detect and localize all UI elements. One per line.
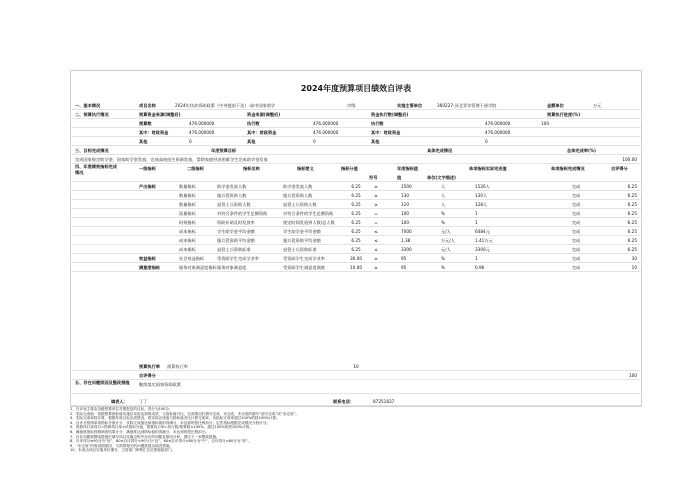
budget-row-value: 0 [313,139,316,144]
phone-label: 联系电话： [333,399,354,404]
indicator-symbol: ≤ [374,238,378,243]
indicator-header: 二级指标 [187,166,204,171]
indicator-name: 退役士兵资助标准 [217,247,251,252]
indicator-requirement: 规定时间发放到人数/总人数 [283,220,335,225]
unit-value: 360227-河北青年管理干部学院 [437,103,497,108]
indicator-name: 受资助学生完成学业率 [217,256,259,261]
indicator-symbol: = [374,220,378,225]
indicator-actual: 1526人 [475,184,490,189]
indicator-got-score: 10 [631,265,637,270]
indicator-level2: 成本指标 [179,238,196,243]
indicator-row [71,182,641,191]
indicator-unit: % [441,256,445,261]
level-value: 市级 [347,103,356,108]
indicator-header-row [71,164,641,182]
sec5-label: 五、存在问题原因及整改措施 [75,380,130,385]
indicator-actual: 1 [475,256,478,261]
indicator-level2: 成本指标 [179,247,196,252]
unit-label: 实施主管单位 [397,103,423,108]
indicator-status: 完成 [571,265,581,270]
indicator-status: 完成 [571,229,581,234]
indicator-target-value: 95 [401,265,407,270]
budget-row-value: 476.000000 [189,121,215,126]
filler-label: 填表人： [111,399,128,404]
note-line: 10、本表由项目实施单位填写，主管部门审核汇总后报财政部门。 [70,448,176,453]
indicator-actual: 1 [475,220,478,225]
indicator-level2: 成本指标 [179,229,196,234]
indicator-level2: 时效指标 [179,220,196,225]
annual-target-header: 年度预算目标 [211,148,237,153]
indicator-requirement: 对符合条件的学生足额资助 [283,211,334,216]
indicator-score: 10.00 [350,265,362,270]
project-name-value: 2024年扶贫资助政策（中央提前下达）-高中国家助学 [175,103,276,108]
indicator-row [71,227,641,236]
budget-exec-name: 预算执行率 [167,364,188,369]
indicator-score: 6.25 [351,202,361,207]
indicator-level2: 数量指标 [179,193,196,198]
indicator-score: 6.25 [351,193,361,198]
indicator-requirement: 受资助学生满意度调查 [283,265,325,270]
indicator-score: 6.25 [351,184,361,189]
project-name-label: 项目名称 [139,103,156,108]
budget-exec-label: 预算执行率 [139,364,160,369]
indicator-name: 退役士兵资助人数 [217,202,251,207]
completion-rate-header: 总体完成率(%) [567,148,596,153]
budget-header-row [71,110,641,119]
fund-exec-header: 资金执行数(调整后) [371,112,409,117]
budget-row-value: 0 [485,139,488,144]
indicator-name: 资助补助及时发放率 [217,220,255,225]
budget-row-value: 476.000000 [485,130,511,135]
completion-header: 具体完成情况 [427,148,453,153]
indicator-level2: 服务对象满意度指标 [179,265,217,270]
self-score-row [71,371,641,380]
target-text: 完成国家规定助学金、国家助学金发放，完成高校招生资助发放，帮助家庭经济困难学生完成助学金发放 [75,157,268,162]
indicator-status: 完成 [571,238,581,243]
indicator-level1: 产出指标 [139,184,156,189]
amount-unit-label: 金额单位 [547,103,564,108]
indicator-level1: 满意度指标 [139,265,160,270]
note-line: 2、实际完成值：依据预算指标值实施后实际达到的成效，与指标值对比，完成情况栏填写完成、未完成，未完成的填写“部分完成”或“未完成”。 [70,411,299,416]
indicator-symbol: ≥ [374,256,378,261]
indicator-row [71,254,641,263]
indicator-unit: 人 [441,202,446,207]
budget-row-label: 其他 [247,139,256,144]
indicator-subheader: 单位(文字描述) [427,175,456,180]
budget-source-header: 预算资金来源(调整后) [139,112,181,117]
issues-text: 继续落实国家资助政策 [139,382,181,387]
indicator-score: 6.25 [351,220,361,225]
sheet-title: 2024年度预算项目绩效自评表 [300,84,412,93]
indicator-score: 6.25 [351,238,361,243]
indicator-target-value: 3300 [401,247,412,252]
basic-info-row [71,101,641,110]
indicator-row [71,218,641,227]
indicator-score: 6.25 [351,247,361,252]
indicator-target-value: 100 [401,211,409,216]
indicator-level1: 效益指标 [139,256,156,261]
phone-value: 87251837 [373,399,395,404]
indicator-symbol: ≥ [374,193,378,198]
indicator-level2: 数量指标 [179,184,196,189]
self-score-label: 自评得分 [139,373,156,378]
indicator-requirement: 学生助学金平均金额 [283,229,321,234]
indicator-row [71,236,641,245]
indicator-actual: 1.41万元 [475,238,493,243]
indicator-unit: 万元/人 [441,238,455,243]
indicator-header: 指标名称 [243,166,260,171]
budget-row [71,128,641,137]
sec2-label: 二、预算执行情况 [75,112,109,117]
indicator-header: 自评得分 [611,166,628,171]
indicator-name: 学生助学金平均金额 [217,229,255,234]
indicator-header: 单项指标完成情况 [551,166,585,171]
indicator-name: 服兵役资助人数 [217,193,247,198]
indicator-score: 30.00 [350,256,362,261]
indicator-target-value: 100 [401,220,409,225]
indicator-symbol: ≥ [374,265,378,270]
indicator-status: 完成 [571,211,581,216]
issues-row [71,380,641,394]
indicator-symbol: ≥ [374,184,378,189]
indicator-actual: 130人 [475,193,488,198]
indicator-target-value: 7000 [401,229,412,234]
indicator-got-score: 6.25 [627,238,637,243]
budget-row-label: 预算数 [139,121,152,126]
indicator-requirement: 退役士兵资助标准 [283,247,317,252]
indicator-symbol: ≤ [374,247,378,252]
indicator-got-score: 6.25 [627,229,637,234]
indicator-actual: 1 [475,211,478,216]
sec3-label: 三、目标完成情况 [75,148,109,153]
indicator-status: 完成 [571,202,581,207]
indicator-symbol: = [374,211,378,216]
budget-row-value: 476.000000 [189,130,215,135]
indicator-requirement: 服兵役资助人数 [283,193,313,198]
indicator-unit: 元/人 [441,247,451,252]
indicator-unit: % [441,265,445,270]
indicator-actual: 6484元 [475,229,490,234]
indicator-requirement: 服兵役资助平均金额 [283,238,321,243]
indicator-unit: % [441,220,445,225]
indicator-got-score: 6.25 [627,220,637,225]
indicator-actual: 0.96 [475,265,485,270]
budget-row-value: 476.000000 [485,121,511,126]
indicator-requirement: 退役士兵资助人数 [283,202,317,207]
contact-row [71,397,641,406]
amount-unit-value: 万元 [593,103,602,108]
note-line: 9、“未完成”的需说明原因，与预算相关的问题需提出改进措施。 [70,443,174,448]
note-line: 1、自评表主要由各级预算单位对照批复的目标，得分为100分。 [70,407,173,411]
budget-row [71,137,641,146]
indicator-actual: 128人 [475,202,488,207]
indicator-unit: % [441,211,445,216]
notes-block [70,407,570,453]
completion-rate-value: 100.00 [622,157,637,162]
fund-source-header: 资金来源(调整后) [247,112,281,117]
indicator-name: 服兵役资助平均金额 [217,238,255,243]
exec-progress-header: 预算执行进度(%) [547,112,581,117]
sec4-label: 四、年度绩效指标完成情况 [75,164,117,175]
budget-exec-row [71,362,641,371]
note-line: 7、存在问题和整改措施栏填写项目实施过程中存在的问题及原因分析，提出下一步整改措施。 [70,434,220,439]
budget-row-label: 执行数 [371,121,384,126]
indicator-score: 6.25 [351,211,361,216]
budget-exec-score: 10 [353,364,359,369]
note-line: 4、自评分按照单项指标分值计分，实际完成值达到指标值的得满分，未达到的按比例扣分；定性指标根据完成情况分档计分。 [70,420,270,425]
indicator-name: 助学金发放人数 [217,184,247,189]
budget-row-value: 0 [189,139,192,144]
indicator-symbol: ≤ [374,229,378,234]
indicator-header: 一级指标 [139,166,156,171]
indicator-row [71,209,641,218]
indicator-unit: 元/人 [441,229,451,234]
indicator-got-score: 30 [631,256,637,261]
indicator-actual: 3300元 [475,247,490,252]
indicator-target-value: 1500 [401,184,412,189]
indicator-subheader: 值 [397,175,402,180]
indicator-requirement: 助学金发放人数 [283,184,313,189]
self-evaluation-sheet [70,70,642,407]
budget-row-label: 其他 [139,139,148,144]
indicator-level2: 质量指标 [179,211,196,216]
indicator-unit: 人 [441,184,446,189]
indicator-got-score: 6.25 [627,202,637,207]
indicator-status: 完成 [571,256,581,261]
indicator-header: 指标要义 [297,166,314,171]
budget-row-value: 476.000000 [313,130,339,135]
indicator-level2: 数量指标 [179,202,196,207]
indicator-row [71,263,641,272]
indicator-row [71,200,641,209]
indicator-header: 指标分值 [341,166,358,171]
self-score-value: 100 [629,373,637,378]
indicator-got-score: 6.25 [627,247,637,252]
budget-row-value: 476.000000 [313,121,339,126]
budget-row-label: 其中：财政资金 [247,130,277,135]
indicator-level2: 社会效益指标 [179,256,205,261]
note-line: 3、实际完成率按计算，根据年度目标完成情况，将实际完成值与指标值对比计算完成率，各指标完成率超过100%的按100%计算。 [70,416,280,421]
indicator-name: 服务对象满意度 [217,265,247,270]
budget-row [71,119,641,128]
budget-row-label: 其中：财政资金 [139,130,169,135]
note-line: 5、预算执行率得分=预算执行率×该指标分值，预算执行率=执行数/预算数×100%，超过100%的按100%计算。 [70,425,253,430]
indicator-subheader: 符号 [369,175,378,180]
indicator-status: 完成 [571,220,581,225]
indicator-score: 6.25 [351,229,361,234]
indicator-target-value: 130 [401,193,409,198]
budget-row-label: 其中：财政资金 [371,130,401,135]
filler-value: 丁丁 [139,399,148,404]
indicator-header: 单项指标实际完成值 [469,166,507,171]
indicator-row [71,191,641,200]
budget-row-label: 执行数 [247,121,260,126]
indicator-symbol: ≥ [374,202,378,207]
indicator-got-score: 6.25 [627,184,637,189]
indicator-got-score: 6.25 [627,211,637,216]
target-row [71,155,641,164]
indicator-row [71,245,641,254]
indicator-status: 完成 [571,184,581,189]
indicator-name: 对符合条件的学生足额资助 [217,211,268,216]
indicator-status: 完成 [571,193,581,198]
budget-row-label: 其他 [371,139,380,144]
indicator-got-score: 6.25 [627,193,637,198]
indicator-requirement: 受资助学生完成学业率 [283,256,325,261]
sec1-label: 一、基本情况 [75,103,101,108]
indicator-unit: 人 [441,193,446,198]
indicator-target-value: 120 [401,202,409,207]
note-line: 6、满意度指标按照调查结果计分，满意度达到指标值的得满分，未达到的按比例扣分。 [70,429,209,434]
indicator-target-value: 1.38 [401,238,411,243]
indicator-header: 年度指标值 [397,166,418,171]
indicator-target-value: 95 [401,256,407,261]
target-header-row [71,146,641,155]
indicator-status: 完成 [571,247,581,252]
note-line: 8、自评得分≥90分为“优”，80≤自评得分<90分为“良”，60≤自评得分<80分为“中”，自评得分<60分为“差”。 [70,439,252,444]
budget-progress-value: 100 [541,121,549,126]
